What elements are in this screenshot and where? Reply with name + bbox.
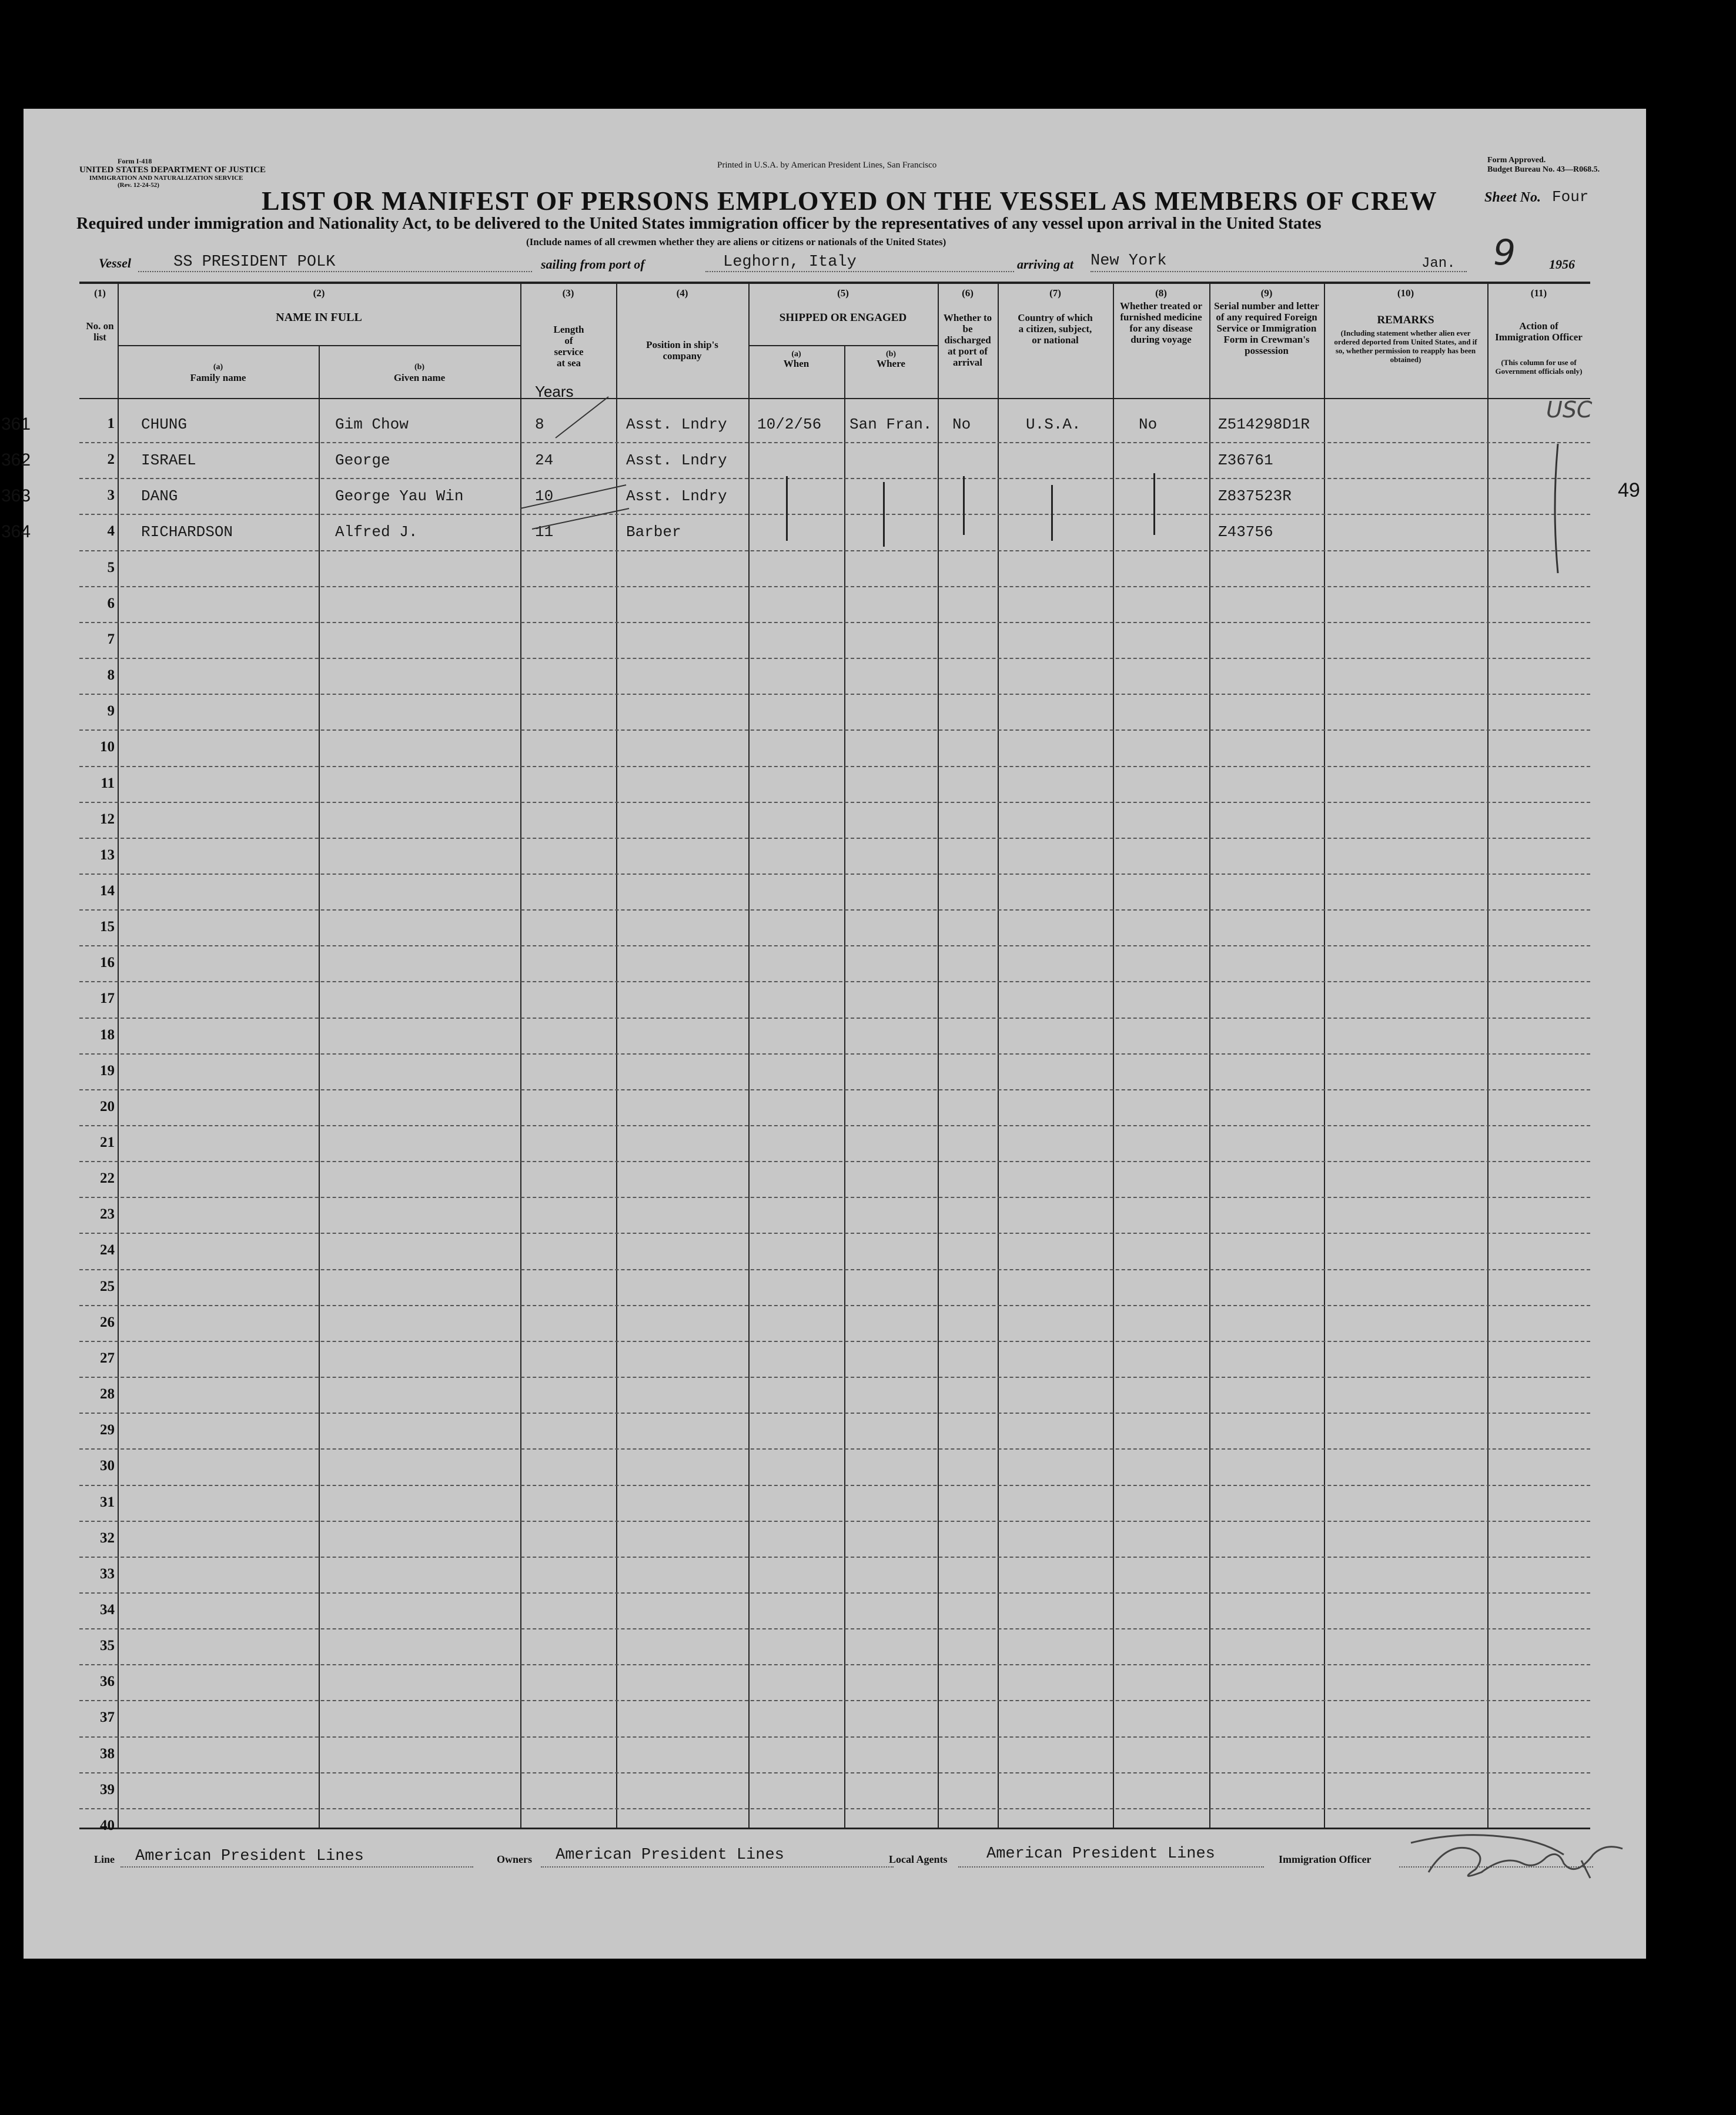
line-value: American President Lines — [135, 1848, 364, 1865]
sailing-label: sailing from port of — [541, 257, 645, 272]
budget-bureau: Budget Bureau No. 43—R068.5. — [1487, 165, 1600, 174]
row-number: 16 — [100, 955, 115, 971]
cell-when: 10/2/56 — [757, 416, 822, 433]
row-number: 6 — [107, 595, 115, 611]
row-number: 38 — [100, 1745, 115, 1762]
cell-position: Asst. Lndry — [626, 451, 727, 470]
row-number: 24 — [100, 1242, 115, 1259]
col1-number: (1) — [94, 287, 106, 299]
col4-header: Position in ship's company — [646, 339, 718, 362]
revision-date: (Rev. 12-24-52) — [118, 182, 159, 189]
row-number: 23 — [100, 1206, 115, 1223]
cell-serial: Z36761 — [1218, 451, 1273, 470]
include-note: (Include names of all crewmen whether they are aliens or citizens or nationals of the United States) — [526, 236, 946, 247]
row-divider — [79, 1557, 1590, 1558]
row-number: 10 — [100, 739, 115, 755]
arriving-port: New York — [1091, 252, 1167, 270]
col7-header: Country of which a citizen, subject, or national — [1018, 312, 1093, 346]
row-divider — [79, 658, 1590, 659]
row-number: 13 — [100, 846, 115, 863]
row-number: 5 — [107, 559, 115, 575]
col10-number: (10) — [1397, 287, 1414, 299]
row-divider — [79, 1736, 1590, 1738]
col5a-letter: (a) — [791, 350, 801, 359]
service-name: IMMIGRATION AND NATURALIZATION SERVICE — [89, 175, 243, 182]
name-subheader-rule — [118, 345, 520, 346]
row-divider — [79, 1018, 1590, 1019]
row-number: 28 — [100, 1386, 115, 1403]
right-margin-note: 49 — [1618, 479, 1640, 501]
row-divider — [79, 442, 1590, 443]
agents-value: American President Lines — [986, 1845, 1215, 1863]
row-divider — [79, 1485, 1590, 1486]
row-divider — [79, 1521, 1590, 1522]
row-divider — [79, 802, 1590, 803]
col2b-header: Given name — [393, 372, 446, 383]
row-number: 8 — [107, 667, 115, 684]
row-divider — [79, 1377, 1590, 1378]
service-column-pen-strokes — [514, 385, 632, 538]
owners-label: Owners — [497, 1853, 532, 1865]
cell-where: San Fran. — [849, 416, 932, 433]
col8-number: (8) — [1155, 287, 1167, 299]
sailing-underline — [705, 271, 1014, 272]
col11-header: Action of Immigration Officer — [1495, 320, 1583, 343]
ditto-mark-when — [786, 476, 788, 541]
row-divider — [79, 550, 1590, 551]
row-divider — [79, 729, 1590, 731]
subtitle: Required under immigration and Nationality Act, to be delivered to the United States immigration officer by the representatives of any vessel upon arrival in the United States — [76, 215, 1322, 233]
table-bottom-rule — [79, 1828, 1590, 1829]
owners-underline — [541, 1866, 894, 1868]
shipped-subheader-rule — [748, 345, 938, 346]
cell-given: Alfred J. — [335, 523, 418, 541]
row-divider — [79, 1125, 1590, 1126]
row-number: 11 — [101, 775, 115, 791]
sheet-value: Four — [1552, 188, 1589, 206]
cell-position: Asst. Lndry — [626, 416, 727, 433]
col11-number: (11) — [1530, 287, 1547, 299]
col-divider-5b — [844, 345, 845, 1829]
margin-list-number: 364 — [1, 522, 31, 542]
row-divider — [79, 478, 1590, 479]
ditto-mark-country — [1051, 485, 1053, 541]
row-number: 7 — [107, 631, 115, 647]
margin-list-number: 361 — [1, 414, 31, 434]
col11-note: (This column for use of Government officials only) — [1495, 358, 1583, 376]
row-number: 2 — [107, 451, 115, 468]
col2-number: (2) — [313, 287, 325, 299]
row-divider — [79, 1628, 1590, 1629]
row-number: 19 — [100, 1062, 115, 1079]
col10-note: (Including statement whether alien ever ordered deported from United States, and if so, whether permission to reapply has been obtained) — [1334, 329, 1477, 364]
row-divider — [79, 909, 1590, 911]
row-divider — [79, 1161, 1590, 1162]
row-number: 15 — [100, 919, 115, 935]
col7-number: (7) — [1049, 287, 1061, 299]
row-number: 20 — [100, 1098, 115, 1115]
cell-service: 11 — [535, 523, 554, 541]
row-number: 40 — [100, 1817, 115, 1833]
cell-position: Asst. Lndry — [626, 487, 727, 506]
row-number: 31 — [100, 1494, 115, 1510]
row-number: 35 — [100, 1638, 115, 1654]
row-divider — [79, 1592, 1590, 1594]
line-underline — [121, 1866, 473, 1868]
row-number: 27 — [100, 1350, 115, 1366]
row-divider — [79, 1664, 1590, 1665]
col5a-header: When — [783, 358, 810, 369]
row-number: 32 — [100, 1530, 115, 1546]
ditto-mark-medicine — [1153, 473, 1155, 535]
printed-note: Printed in U.S.A. by American President Lines, San Francisco — [717, 160, 937, 170]
row-divider — [79, 945, 1590, 946]
row-divider — [79, 1269, 1590, 1270]
cell-family: RICHARDSON — [141, 523, 233, 541]
row-number: 18 — [100, 1026, 115, 1043]
officer-signature — [1387, 1808, 1634, 1890]
row-number: 39 — [100, 1781, 115, 1798]
col5-header: SHIPPED OR ENGAGED — [779, 312, 907, 324]
col10-header: REMARKS — [1377, 314, 1434, 326]
row-number: 26 — [100, 1314, 115, 1330]
row-divider — [79, 1233, 1590, 1234]
form-approved: Form Approved. — [1487, 156, 1546, 165]
arrival-month: Jan. — [1421, 256, 1456, 272]
agents-underline — [958, 1866, 1264, 1868]
row-divider — [79, 1305, 1590, 1306]
ditto-mark-where — [883, 482, 885, 547]
cell-country: U.S.A. — [1026, 416, 1081, 433]
table-header-bottom-rule — [79, 398, 1590, 399]
sailing-port: Leghorn, Italy — [723, 253, 857, 271]
arriving-label: arriving at — [1017, 257, 1073, 272]
cell-given: George Yau Win — [335, 487, 464, 506]
form-number: Form I-418 — [118, 157, 152, 165]
row-number: 33 — [100, 1565, 115, 1582]
col6-number: (6) — [962, 287, 974, 299]
row-number: 29 — [100, 1422, 115, 1438]
officer-handnote: USC — [1546, 397, 1593, 423]
cell-serial: Z43756 — [1218, 523, 1273, 541]
row-divider — [79, 874, 1590, 875]
cell-service: 8 — [535, 416, 544, 433]
col2-header: NAME IN FULL — [276, 311, 362, 324]
cell-serial: Z837523R — [1218, 487, 1292, 506]
row-divider — [79, 1053, 1590, 1055]
row-number: 9 — [107, 703, 115, 719]
cell-service: 24 — [535, 451, 554, 470]
sheet-label: Sheet No. — [1484, 190, 1541, 205]
department-name: UNITED STATES DEPARTMENT OF JUSTICE — [79, 165, 266, 175]
col8-header: Whether treated or furnished medicine for any disease during voyage — [1119, 300, 1203, 345]
arrival-day: 9 — [1493, 232, 1516, 273]
col2a-letter: (a) — [213, 363, 223, 372]
cell-given: George — [335, 451, 390, 470]
col5b-letter: (b) — [885, 350, 897, 359]
col5-number: (5) — [837, 287, 849, 299]
row-number: 4 — [107, 523, 115, 540]
col3-header: Length of service at sea — [553, 324, 584, 369]
row-divider — [79, 514, 1590, 515]
col5b-header: Where — [877, 358, 905, 369]
row-number: 30 — [100, 1458, 115, 1474]
row-number: 14 — [100, 882, 115, 899]
col2a-header: Family name — [190, 372, 246, 383]
row-number: 34 — [100, 1601, 115, 1618]
owners-value: American President Lines — [556, 1846, 784, 1864]
line-label: Line — [94, 1853, 115, 1865]
vessel-underline — [138, 271, 532, 272]
cell-serial: Z514298D1R — [1218, 416, 1310, 433]
cell-given: Gim Chow — [335, 416, 409, 433]
ditto-mark-discharged — [963, 476, 965, 535]
vessel-label: Vessel — [99, 256, 131, 270]
row-number: 37 — [100, 1709, 115, 1726]
row-divider — [79, 1808, 1590, 1809]
cell-family: ISRAEL — [141, 451, 196, 470]
cell-medicine: No — [1139, 416, 1158, 433]
row-divider — [79, 622, 1590, 623]
row-divider — [79, 694, 1590, 695]
row-divider — [79, 766, 1590, 767]
officer-label: Immigration Officer — [1279, 1853, 1372, 1865]
row-number: 12 — [100, 811, 115, 827]
arriving-underline — [1091, 271, 1467, 272]
col6-header: Whether to be discharged at port of arrival — [943, 312, 992, 368]
row-divider — [79, 1772, 1590, 1773]
row-divider — [79, 981, 1590, 982]
row-divider — [79, 838, 1590, 839]
arrival-year: 1956 — [1549, 257, 1575, 272]
cell-family: CHUNG — [141, 416, 188, 433]
row-number: 3 — [107, 487, 115, 504]
row-divider — [79, 1197, 1590, 1198]
table-top-rule-2 — [79, 283, 1590, 284]
row-number: 1 — [107, 416, 115, 431]
col9-header: Serial number and letter of any required Foreign Service or Immigration Form in Crewman's possession — [1214, 300, 1319, 356]
col4-number: (4) — [676, 287, 688, 299]
row-number: 36 — [100, 1674, 115, 1690]
cell-position: Barber — [626, 523, 681, 541]
col-divider-2 — [319, 345, 320, 1829]
row-divider — [79, 1448, 1590, 1450]
cell-discharged: No — [952, 416, 971, 433]
row-number: 21 — [100, 1135, 115, 1150]
officer-pen-stroke — [1546, 438, 1570, 579]
vessel-name: SS PRESIDENT POLK — [173, 253, 336, 271]
years-label: Years — [535, 383, 574, 400]
col3-number: (3) — [562, 287, 574, 299]
row-divider — [79, 1413, 1590, 1414]
row-number: 17 — [100, 990, 115, 1007]
col1-header: No. on list — [86, 320, 114, 343]
row-divider — [79, 1341, 1590, 1342]
cell-family: DANG — [141, 487, 178, 506]
manifest-sheet — [24, 109, 1646, 1959]
row-number: 22 — [100, 1170, 115, 1187]
margin-list-number: 363 — [1, 486, 31, 506]
cell-service: 10 — [535, 487, 554, 506]
col9-number: (9) — [1260, 287, 1273, 299]
margin-list-number: 362 — [1, 450, 31, 470]
agents-label: Local Agents — [889, 1853, 948, 1865]
row-divider — [79, 586, 1590, 587]
col2b-letter: (b) — [414, 363, 425, 372]
row-divider — [79, 1700, 1590, 1701]
row-number: 25 — [100, 1278, 115, 1294]
page-title: LIST OR MANIFEST OF PERSONS EMPLOYED ON THE VESSEL AS MEMBERS OF CREW — [262, 186, 1437, 216]
row-divider — [79, 1089, 1590, 1090]
